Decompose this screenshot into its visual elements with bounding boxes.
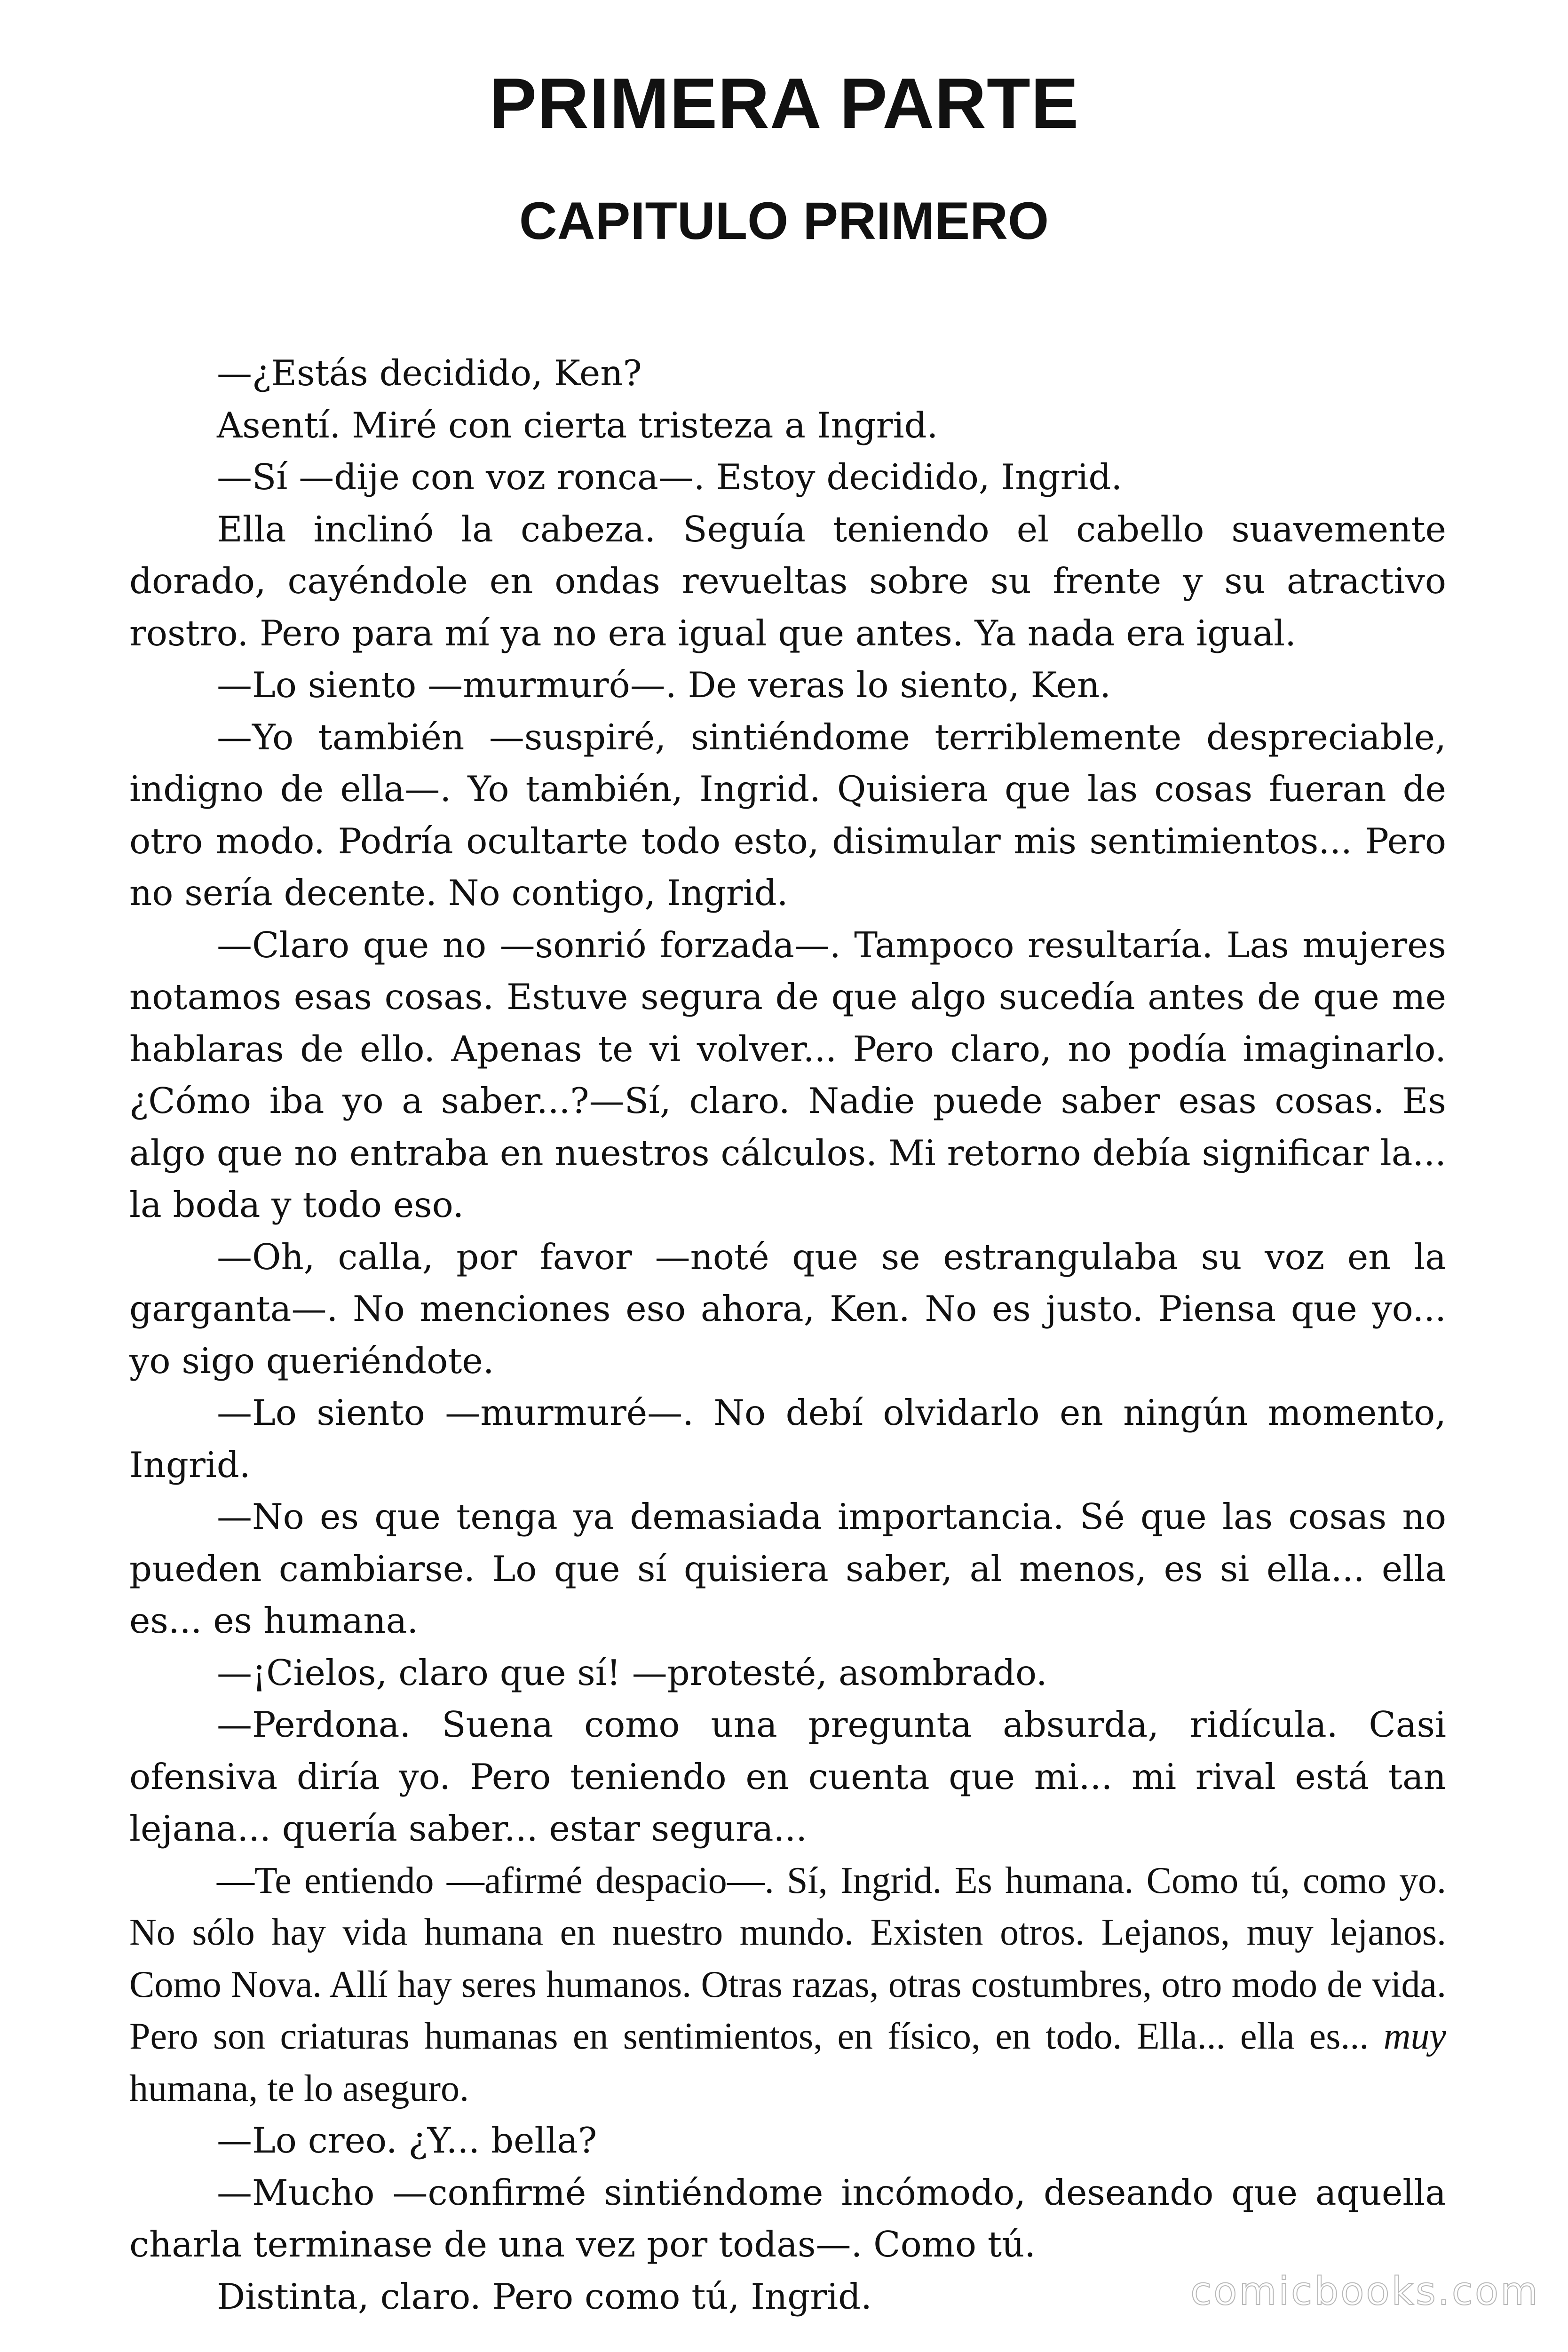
chapter-body (129, 347, 1446, 2322)
paragraph: —Mucho —confirmé sintiéndome incómodo, deseando que aquella charla terminase de una vez por todas—. Como tú. (129, 2171, 1446, 2265)
paragraph: —¿Estás decidido, Ken? (217, 352, 642, 394)
paragraph: —Lo siento —murmuré—. No debí olvidarlo en ningún momento, Ingrid. (129, 1392, 1446, 1486)
paragraph: —Claro que no —sonrió forzada—. Tampoco resultaría. Las mujeres notamos esas cosas. Estuve segura de que algo sucedía antes de que me hablaras de ello. Apenas te vi volver... Pero claro, no podía imaginarlo. ¿Cómo iba yo a saber...?—Sí, claro. Nadie puede saber esas cosas. Es algo que no entraba en nuestros cálculos. Mi retorno debía significar la... la boda y todo eso. (129, 924, 1446, 1225)
paragraph: —Perdona. Suena como una pregunta absurda, ridícula. Casi ofensiva diría yo. Pero teniendo en cuenta que mi... mi rival está tan lejana... quería saber... estar segura... (129, 1704, 1446, 1849)
paragraph: —Lo siento —murmuró—. De veras lo siento, Ken. (217, 664, 1111, 706)
part-title: PRIMERA PARTE (489, 64, 1079, 143)
watermark: comicbooks.com (1190, 2269, 1540, 2314)
paragraph-text: —Te entiendo —afirmé despacio—. Sí, Ingrid. Es humana. Como tú, como yo. No sólo hay vida humana en nuestro mundo. Existen otros. Lejanos, muy lejanos. Como Nova. Allí hay seres humanos. Otras razas, otras costumbres, otro modo de vida. Pero son criaturas humanas en sentimientos, en físico, en todo. Ella... ella es... (129, 1859, 1446, 2057)
paragraph: Distinta, claro. Pero como tú, Ingrid. (217, 2275, 872, 2317)
paragraph: —¡Cielos, claro que sí! —protesté, asombrado. (217, 1652, 1047, 1693)
chapter-title: CAPITULO PRIMERO (519, 191, 1049, 250)
italic-emphasis: muy (1383, 2016, 1446, 2057)
paragraph: —Oh, calla, por favor —noté que se estrangulaba su voz en la garganta—. No menciones eso ahora, Ken. No es justo. Piensa que yo... yo sigo queriéndote. (129, 1236, 1446, 1382)
paragraph: —Lo creo. ¿Y... bella? (217, 2120, 597, 2161)
paragraph: Asentí. Miré con cierta tristeza a Ingrid. (217, 404, 938, 446)
paragraph-text: humana, te lo aseguro. (129, 2067, 469, 2109)
paragraph: —Yo también —suspiré, sintiéndome terriblemente despreciable, indigno de ella—. Yo también, Ingrid. Quisiera que las cosas fueran de otro modo. Podría ocultarte todo esto, disimular mis sentimientos... Pero no sería decente. No contigo, Ingrid. (129, 716, 1446, 914)
paragraph: Ella inclinó la cabeza. Seguía teniendo el cabello suavemente dorado, cayéndole en ondas revueltas sobre su frente y su atractivo rostro. Pero para mí ya no era igual que antes. Ya nada era igual. (129, 508, 1446, 654)
paragraph: —No es que tenga ya demasiada importancia. Sé que las cosas no pueden cambiarse. Lo que sí quisiera saber, al menos, es si ella... ella es... es humana. (129, 1496, 1446, 1641)
paragraph: —Sí —dije con voz ronca—. Estoy decidido, Ingrid. (217, 456, 1123, 498)
paragraph-alt-typeface (129, 1855, 1446, 2115)
